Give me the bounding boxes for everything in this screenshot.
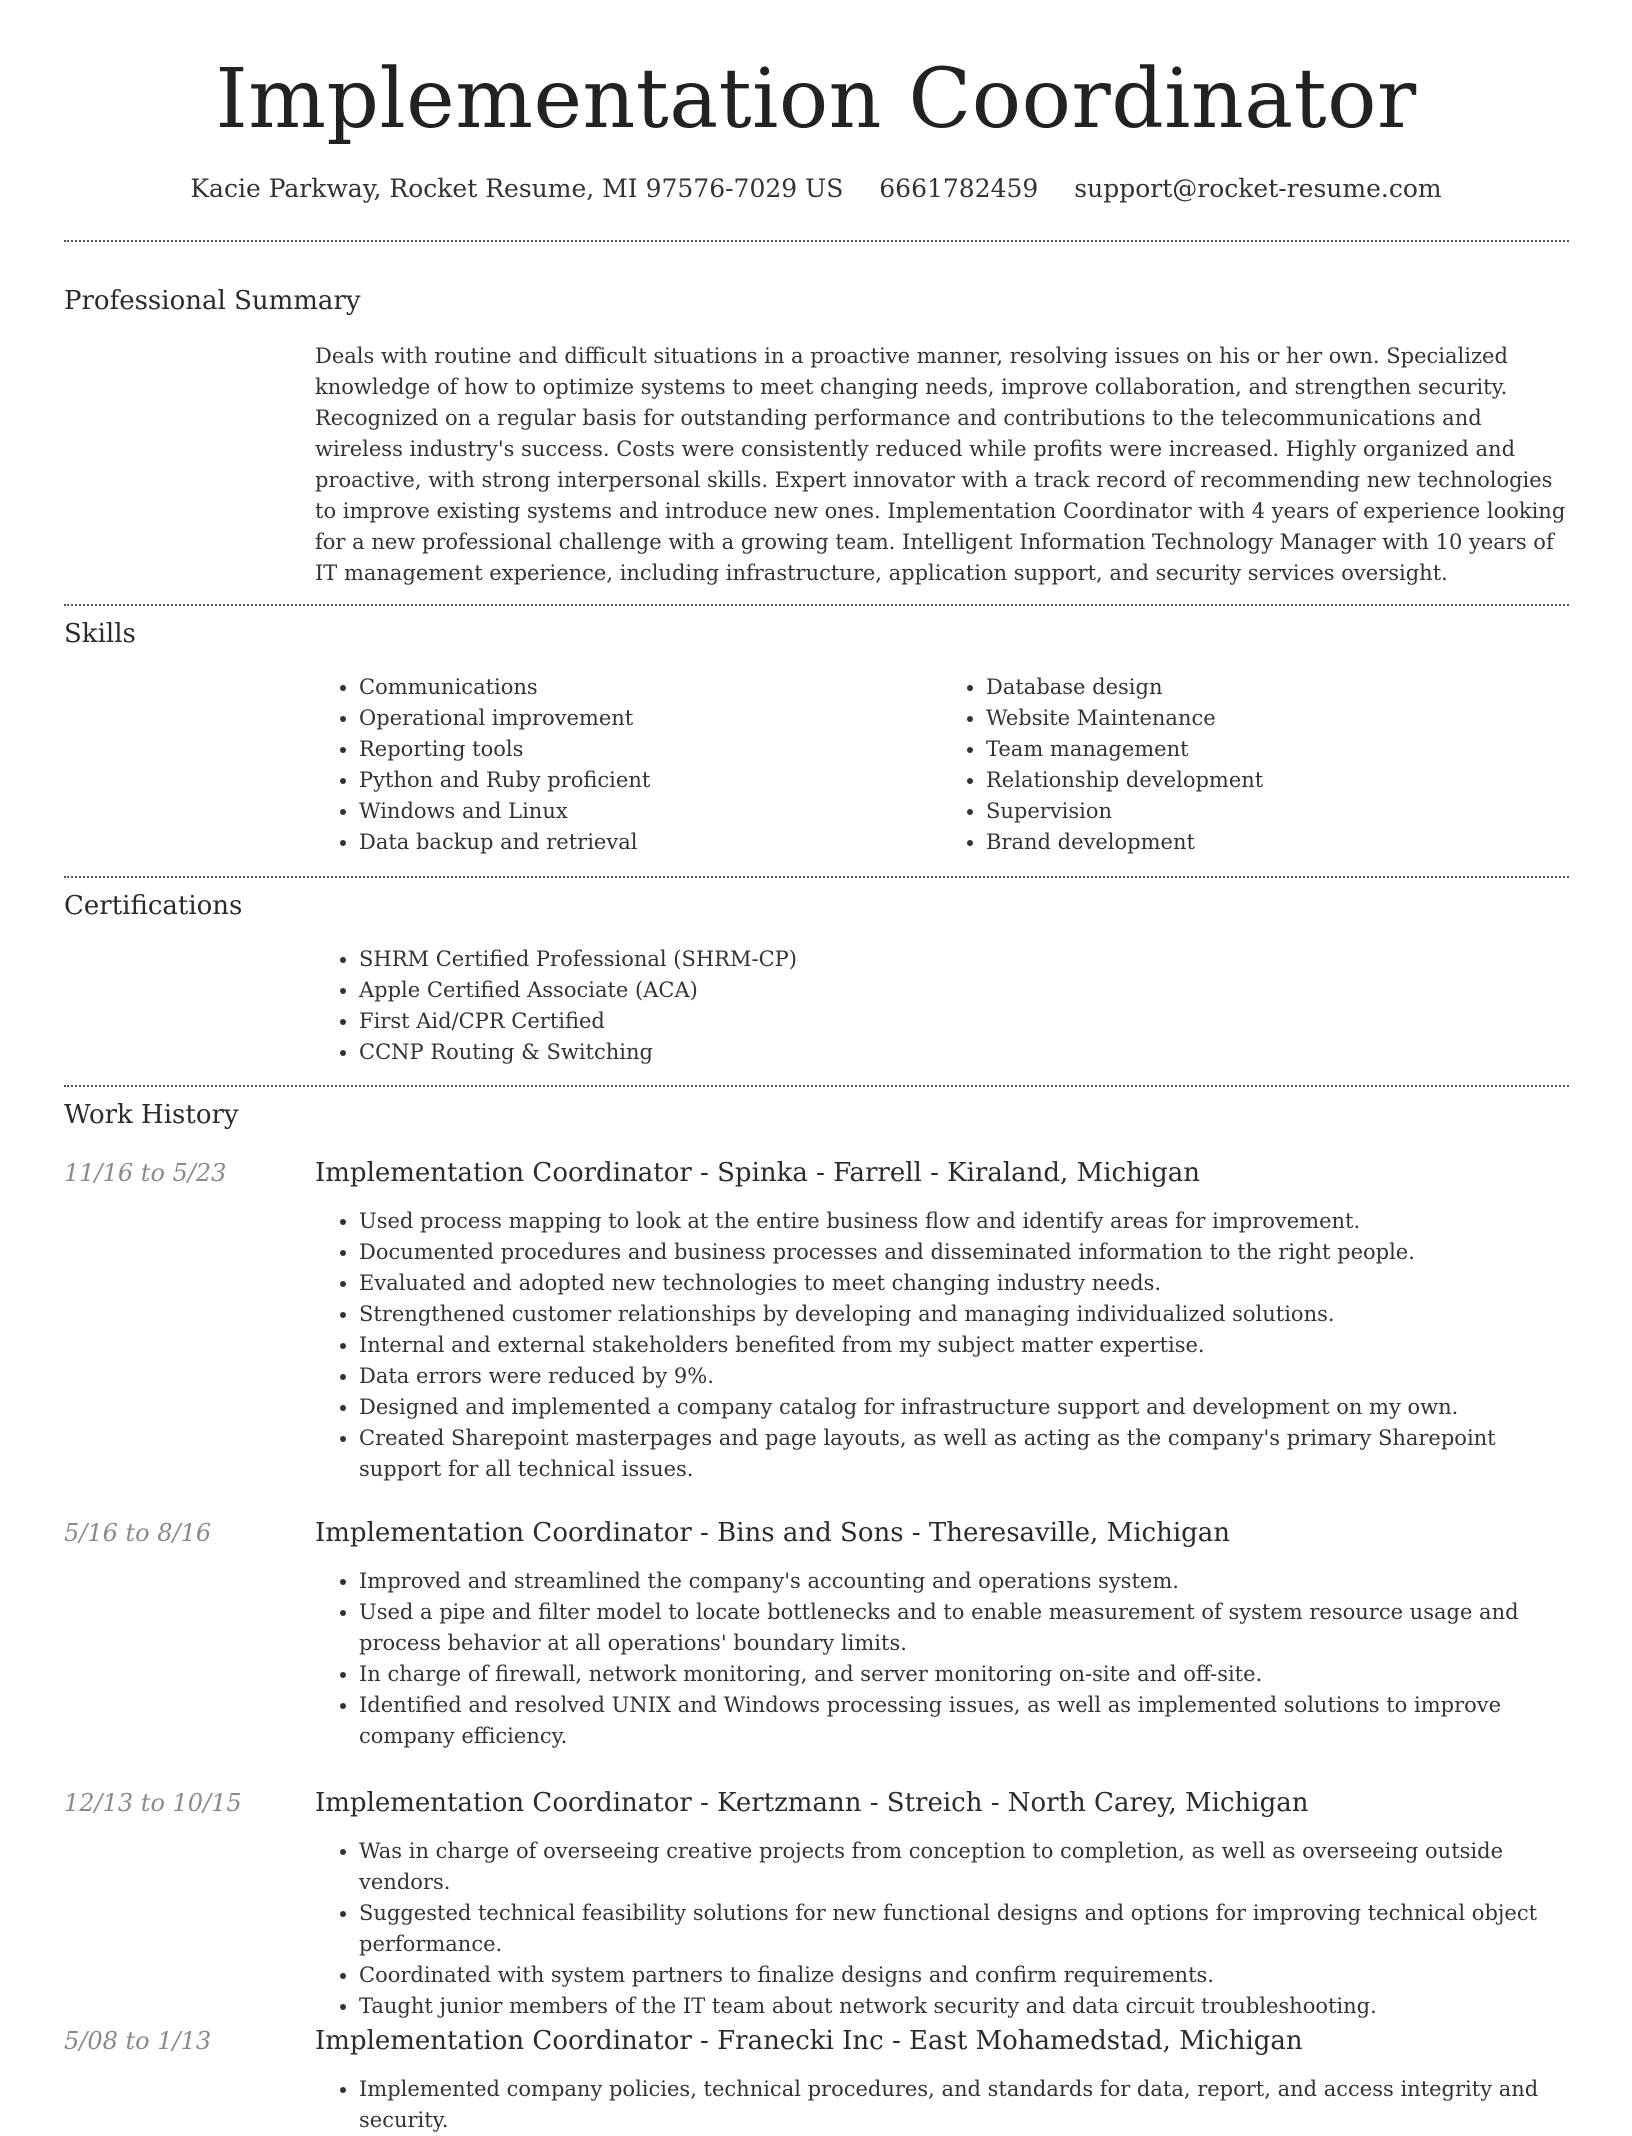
contact-email: support@rocket-resume.com (1074, 174, 1442, 203)
job-bullet: • Evaluated and adopted new technologies to meet changing industry needs. (359, 1268, 1569, 1299)
skills-heading: Skills (64, 619, 136, 649)
summary-text: Deals with routine and difficult situations in a proactive manner, resolving issues on his or her own. Specialized knowledge of how to optimize systems to meet changing needs, improve collaboration, and strengthen security. Recognized on a regular basis for outstanding performance and contributions to the telecommunications and wireless industry's success. Costs were consistently reduced while profits were increased. Highly organized and proactive, with strong interpersonal skills. Expert innovator with a track record of recommending new technologies to improve existing systems and introduce new ones. Implementation Coordinator with 4 years of experience looking for a new professional challenge with a growing team. Intelligent Information Technology Manager with 10 years of IT management experience, including infrastructure, application support, and security services oversight. (315, 344, 1566, 585)
job-bullet: • Implemented company policies, technical procedures, and standards for data, report, and access integrity and security. (359, 2074, 1569, 2136)
job-title: Implementation Coordinator - Franecki Inc - East Mohamedstad, Michigan (315, 2026, 1303, 2056)
section-divider (64, 604, 1569, 606)
job-bullet: • Created Sharepoint masterpages and page layouts, as well as acting as the company's primary Sharepoint support for all technical issues. (359, 1423, 1569, 1485)
skill-item: • Operational improvement (359, 703, 942, 734)
job-dates: 5/08 to 1/13 (64, 2027, 212, 2055)
certifications-heading: Certifications (64, 891, 243, 921)
job-bullets (315, 1566, 1569, 1752)
job-bullet: • In charge of firewall, network monitoring, and server monitoring on-site and off-site. (359, 1659, 1569, 1690)
skill-item: • Relationship development (986, 765, 1569, 796)
certification-item: • SHRM Certified Professional (SHRM-CP) (359, 944, 1569, 975)
job-bullet: • Suggested technical feasibility solutions for new functional designs and options for improving technical object performance. (359, 1898, 1569, 1960)
skills-list-left (315, 672, 942, 858)
job-bullet: • Used a pipe and filter model to locate bottlenecks and to enable measurement of system resource usage and process behavior at all operations' boundary limits. (359, 1597, 1569, 1659)
job-bullet: • Was in charge of overseeing creative projects from conception to completion, as well as overseeing outside vendors. (359, 1836, 1569, 1898)
job-bullet: • Data errors were reduced by 9%. (359, 1361, 1569, 1392)
summary-section (315, 341, 1569, 589)
job-title: Implementation Coordinator - Kertzmann - Streich - North Carey, Michigan (315, 1788, 1309, 1818)
job-bullet: • Identified and resolved UNIX and Windows processing issues, as well as implemented solutions to improve company efficiency. (359, 1690, 1569, 1752)
contact-phone: 6661782459 (879, 174, 1039, 203)
job-bullet: • Used process mapping to look at the entire business flow and identify areas for improvement. (359, 1206, 1569, 1237)
job-bullets (315, 1836, 1569, 2022)
skill-item: • Supervision (986, 796, 1569, 827)
contact-address: Kacie Parkway, Rocket Resume, MI 97576-7029 US (190, 174, 844, 203)
section-divider (64, 240, 1569, 242)
job-bullet: • Improved and streamlined the company's accounting and operations system. (359, 1566, 1569, 1597)
resume-name: Implementation Coordinator (215, 52, 1417, 147)
job-bullets (315, 2074, 1569, 2136)
job-bullet: • Internal and external stakeholders benefited from my subject matter expertise. (359, 1330, 1569, 1361)
section-divider (64, 876, 1569, 878)
job-bullets (315, 1206, 1569, 1485)
skills-list-right (942, 672, 1569, 858)
skill-item: • Python and Ruby proficient (359, 765, 942, 796)
certification-item: • First Aid/CPR Certified (359, 1006, 1569, 1037)
skill-item: • Brand development (986, 827, 1569, 858)
job-title: Implementation Coordinator - Spinka - Farrell - Kiraland, Michigan (315, 1158, 1201, 1188)
skill-item: • Communications (359, 672, 942, 703)
section-divider (64, 1085, 1569, 1087)
job-dates: 11/16 to 5/23 (64, 1159, 227, 1187)
job-bullet: • Coordinated with system partners to finalize designs and confirm requirements. (359, 1960, 1569, 1991)
job-dates: 12/13 to 10/15 (64, 1789, 242, 1817)
certification-item: • Apple Certified Associate (ACA) (359, 975, 1569, 1006)
job-bullet: • Documented procedures and business processes and disseminated information to the right people. (359, 1237, 1569, 1268)
skill-item: • Website Maintenance (986, 703, 1569, 734)
summary-heading: Professional Summary (64, 286, 361, 316)
contact-line (0, 172, 1632, 206)
skill-item: • Data backup and retrieval (359, 827, 942, 858)
certifications-section (315, 944, 1569, 1068)
certification-item: • CCNP Routing & Switching (359, 1037, 1569, 1068)
certifications-list (315, 944, 1569, 1068)
skill-item: • Team management (986, 734, 1569, 765)
job-title: Implementation Coordinator - Bins and Sons - Theresaville, Michigan (315, 1518, 1231, 1548)
skill-item: • Database design (986, 672, 1569, 703)
skill-item: • Reporting tools (359, 734, 942, 765)
work-history-heading: Work History (64, 1100, 239, 1130)
skills-section (315, 672, 1569, 858)
job-dates: 5/16 to 8/16 (64, 1519, 212, 1547)
job-bullet: • Designed and implemented a company catalog for infrastructure support and development on my own. (359, 1392, 1569, 1423)
skill-item: • Windows and Linux (359, 796, 942, 827)
job-bullet: • Strengthened customer relationships by developing and managing individualized solutions. (359, 1299, 1569, 1330)
job-bullet: • Taught junior members of the IT team about network security and data circuit troubleshooting. (359, 1991, 1569, 2022)
